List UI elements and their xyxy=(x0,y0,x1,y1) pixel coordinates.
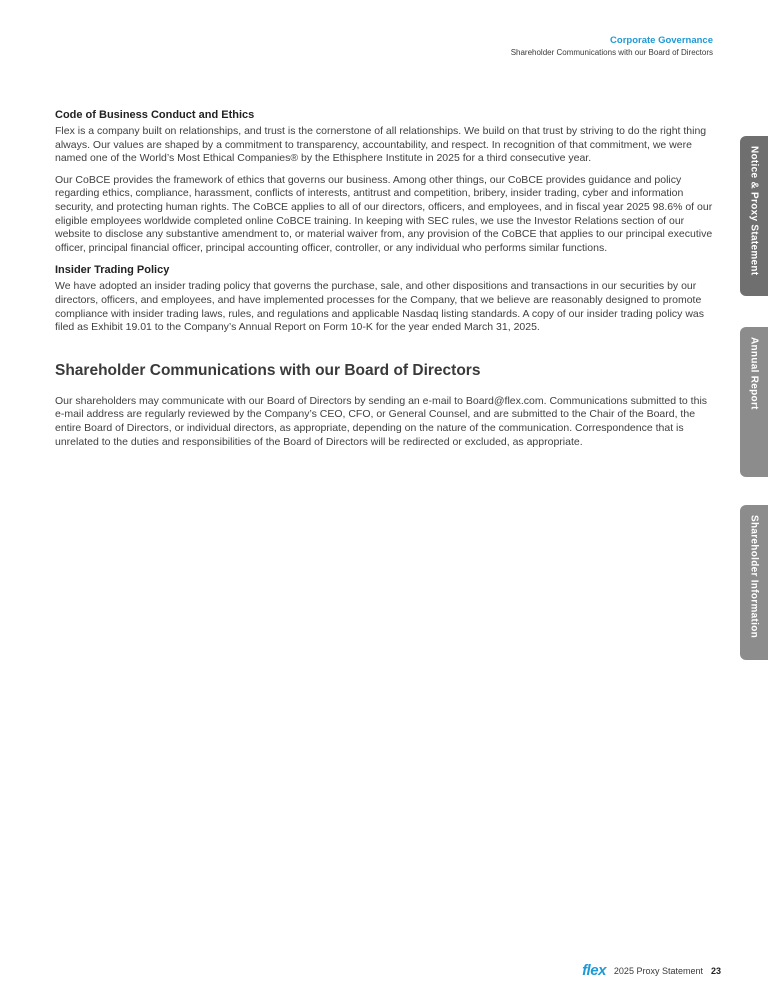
page-footer xyxy=(582,962,721,979)
running-header xyxy=(511,34,713,58)
insider-trading-heading: Insider Trading Policy xyxy=(55,264,170,277)
flex-logo: flex xyxy=(582,962,606,979)
tab-shareholder-label: Shareholder Information xyxy=(748,515,760,639)
tab-annual-label: Annual Report xyxy=(748,337,760,410)
tab-annual-report[interactable] xyxy=(740,327,768,477)
shareholder-communications-heading: Shareholder Communications with our Board of Directors xyxy=(55,361,481,379)
footer-document-title: 2025 Proxy Statement xyxy=(613,965,703,976)
tab-notice-label: Notice & Proxy Statement xyxy=(748,146,760,276)
insider-trading-paragraph: We have adopted an insider trading policy that governs the purchase, sale, and other dispositions and transactions in our securities by our directors, officers, and employees, and have implemented processes for the Company, that we believe are reasonably designed to promote compliance with insider trading laws, rules, and regulations and applicable Nasdaq listing standards. A copy of our insider trading policy was filed as Exhibit 19.01 to the Company’s Annual Report on Form 10-K for the year ended March 31, 2025. xyxy=(55,280,705,334)
tab-notice-proxy-statement[interactable] xyxy=(740,136,768,296)
shareholder-communications-paragraph: Our shareholders may communicate with our Board of Directors by sending an e-mail to Board@flex.com. Communications submitted to this e-mail address are regularly reviewed by the Company’s CEO, CFO, or General Counsel, and are submitted to the Chair of the Board, the entire Board of Directors, or individual directors, as appropriate, depending on the nature of the communication. Correspondence that is unrelated to the duties and responsibilities of the Board of Directors will be redirected or excluded, as appropriate. xyxy=(55,394,708,448)
tab-shareholder-information[interactable] xyxy=(740,505,768,660)
page-number: 23 xyxy=(710,965,721,976)
cobce-paragraph-1: Flex is a company built on relationships, and trust is the cornerstone of all relationships. We build on that trust by striving to do the right thing always. Our values are shaped by a commitment to transparency, accountability, and respect. In recognition of that commitment, we were named one of the World’s Most Ethical Companies® by the Ethisphere Institute in 2025 for a third consecutive year. xyxy=(55,125,707,165)
header-subsection-title: Shareholder Communications with our Board of Directors xyxy=(510,48,713,57)
cobce-paragraph-2: Our CoBCE provides the framework of ethics that governs our business. Among other things, our CoBCE provides guidance and policy regarding ethics, compliance, harassment, conflicts of interests, antitrust and competition, bribery, insider trading, cyber and information security, and protecting human rights. The CoBCE applies to all of our directors, officers, and employees, and in fiscal year 2025 98.6% of our eligible employees worldwide completed online CoBCE training. In keeping with SEC rules, we use the Investor Relations section of our website to disclose any substantive amendment to, or material waiver from, any provision of the CoBCE that applies to our principal executive officer, principal financial officer, principal accounting officer, controller, or any individual who performs similar functions. xyxy=(55,173,713,254)
cobce-heading: Code of Business Conduct and Ethics xyxy=(55,109,255,121)
main-content xyxy=(55,108,715,457)
header-section-title: Corporate Governance xyxy=(610,35,713,46)
